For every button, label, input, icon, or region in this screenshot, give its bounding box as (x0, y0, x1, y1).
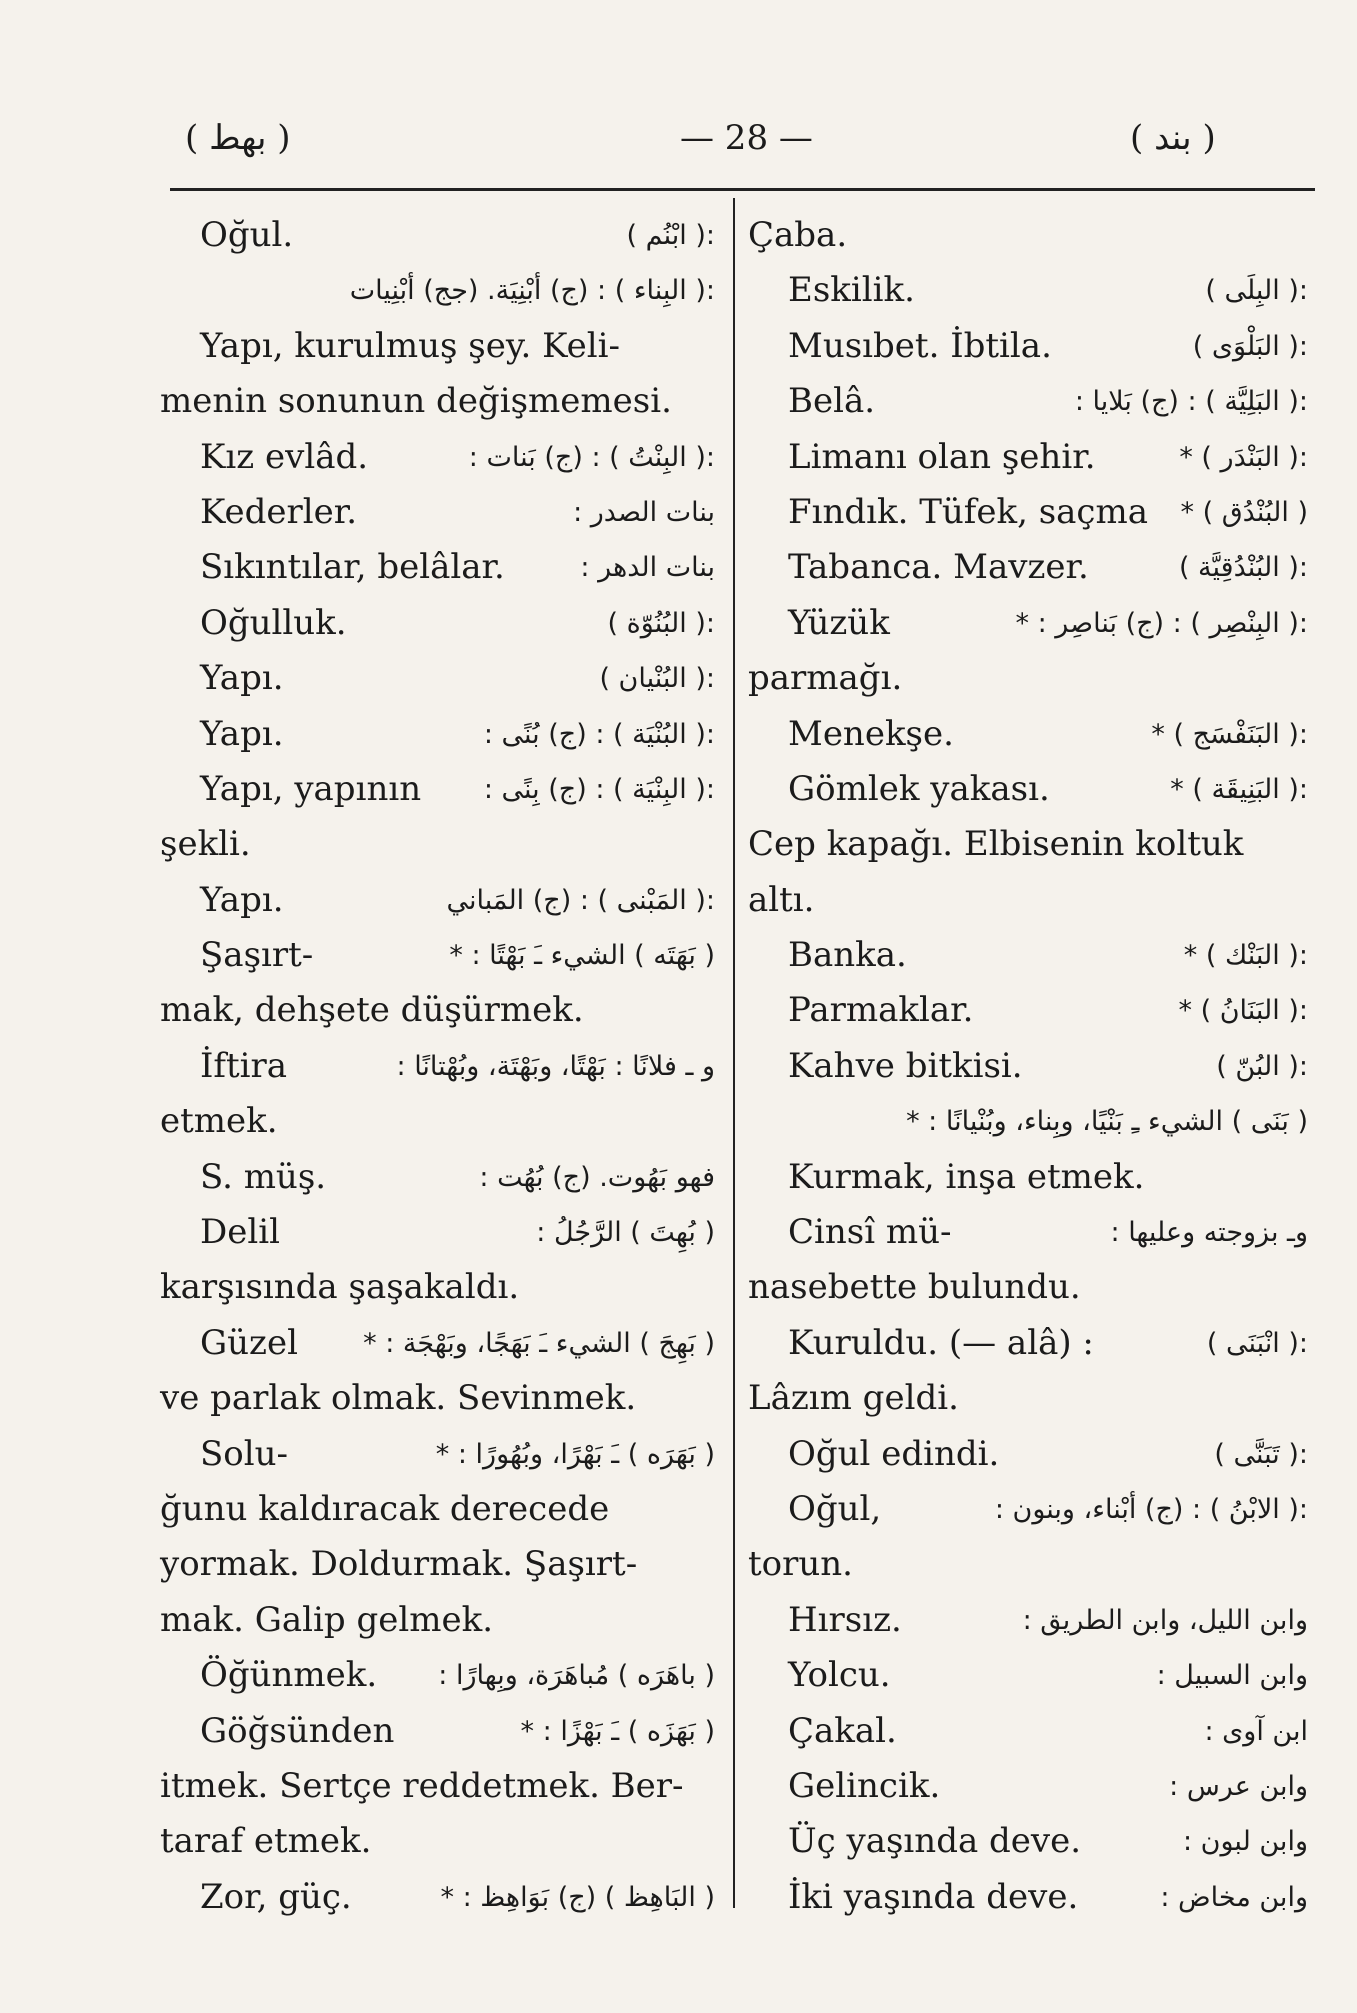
entry-line (160, 1094, 715, 1149)
arabic-headword: :( البِنْيَة ) : (ج) بِنًى : (483, 773, 715, 805)
turkish-definition: Banka. (788, 935, 907, 976)
column-divider (733, 198, 735, 1908)
arabic-headword: :( البِناء ) : (ج) أبْنِيَة. (جج) أبْنِيات (349, 275, 715, 307)
turkish-definition: altı. (748, 879, 815, 920)
entry-line (748, 983, 1308, 1038)
entry-line (160, 651, 715, 706)
turkish-definition: Cinsî mü- (788, 1212, 952, 1253)
entry-line (748, 1759, 1308, 1814)
arabic-headword: :( البُنْيَة ) : (ج) بُنًى : (483, 718, 715, 750)
page-number: — 28 — (680, 118, 813, 158)
arabic-headword: ابن آوى : (1204, 1715, 1308, 1747)
entry-line (748, 540, 1308, 595)
turkish-definition: menin sonunun değişmemesi. (160, 381, 672, 422)
entry-line (160, 762, 715, 817)
right-column (748, 208, 1308, 1925)
entry-line (160, 374, 715, 429)
entry-line (748, 1648, 1308, 1703)
arabic-headword: وابن لبون : (1182, 1826, 1308, 1858)
arabic-headword: :( ابْنُم ) (626, 220, 715, 251)
entry-line (160, 1814, 715, 1869)
entry-line (748, 762, 1308, 817)
entry-line (748, 1704, 1308, 1759)
entry-line (160, 1648, 715, 1703)
turkish-definition: Çaba. (748, 215, 848, 255)
left-column (160, 208, 715, 1925)
turkish-definition: Sıkıntılar, belâlar. (200, 547, 505, 588)
header-rule (170, 188, 1315, 191)
turkish-definition: Öğünmek. (200, 1655, 378, 1696)
turkish-definition: Lâzım geldi. (748, 1378, 959, 1419)
turkish-definition: Yapı. (200, 879, 284, 920)
entry-line (748, 1482, 1308, 1537)
turkish-definition: Oğul edindi. (788, 1433, 1000, 1474)
turkish-definition: Üç yaşında deve. (788, 1821, 1082, 1862)
turkish-definition: S. müş. (200, 1156, 327, 1197)
turkish-definition: Kurmak, inşa etmek. (788, 1156, 1145, 1197)
entry-line (748, 263, 1308, 318)
entry-line (160, 707, 715, 762)
turkish-definition: karşısında şaşakaldı. (160, 1267, 520, 1308)
entry-line (160, 540, 715, 595)
arabic-headword: ( بَهَتَه ) الشيء ـَ بَهْتًا : * (449, 928, 715, 983)
arabic-headword: ( باهَرَه ) مُباهَرَة، وبِهارًا : (438, 1660, 715, 1692)
arabic-headword: :( البِلَى ) (1205, 275, 1308, 307)
turkish-definition: Gelincik. (788, 1765, 941, 1806)
entry-line (160, 928, 715, 983)
entry-line (160, 873, 715, 928)
arabic-headword: بنات الصدر : (573, 496, 715, 528)
entry-line (748, 1150, 1308, 1205)
turkish-definition: torun. (748, 1544, 853, 1585)
turkish-definition: Zor, güç. (200, 1876, 352, 1917)
entry-line (748, 1814, 1308, 1869)
arabic-headword: :( البَنَفْسَج ) * (1151, 707, 1308, 762)
turkish-definition: mak. Galip gelmek. (160, 1599, 494, 1640)
turkish-definition: Cep kapağı. Elbisenin koltuk (748, 824, 1244, 865)
entry-line (748, 1039, 1308, 1094)
turkish-definition: Yapı, kurulmuş şey. Keli- (200, 325, 620, 366)
arabic-headword: :( البَنْك ) * (1184, 928, 1308, 983)
turkish-definition: Oğulluk. (200, 602, 347, 643)
entry-line (160, 1039, 715, 1094)
entry-line (160, 208, 715, 263)
entry-line (160, 430, 715, 485)
entry-line (160, 1870, 715, 1925)
turkish-definition: Eskilik. (788, 270, 915, 311)
arabic-headword: :( البِنْصِر ) : (ج) بَناصِر : * (1016, 596, 1309, 651)
turkish-definition: Kahve bitkisi. (788, 1045, 1023, 1086)
arabic-headword: :( البُنّ ) (1216, 1050, 1308, 1082)
entry-line (160, 1759, 715, 1814)
entry-line (160, 1150, 715, 1205)
turkish-definition: Oğul, (788, 1488, 882, 1529)
turkish-definition: Limanı olan şehir. (788, 436, 1096, 477)
entry-line (160, 1316, 715, 1371)
entry-line (160, 1537, 715, 1592)
header-left-guide-word: ( بهط ) (185, 118, 291, 158)
entry-line (748, 1260, 1308, 1315)
arabic-headword: فهو بَهُوت. (ج) بُهُت : (479, 1161, 715, 1193)
entry-line (748, 596, 1308, 651)
turkish-definition: Gömlek yakası. (788, 768, 1050, 809)
turkish-definition: mak, dehşete düşürmek. (160, 990, 584, 1031)
turkish-definition: Solu- (200, 1433, 289, 1474)
arabic-headword: :( البَلِيَّة ) : (ج) بَلايا : (1074, 386, 1308, 418)
turkish-definition: Yapı. (200, 713, 284, 754)
turkish-definition: ve parlak olmak. Sevinmek. (160, 1378, 637, 1419)
turkish-definition: Delil (200, 1212, 281, 1253)
turkish-definition: Yüzük (788, 602, 890, 643)
entry-line (748, 707, 1308, 762)
turkish-definition: Yapı, yapının (200, 768, 422, 809)
turkish-definition: Tabanca. Mavzer. (788, 547, 1089, 588)
entry-line (748, 928, 1308, 983)
arabic-headword: بنات الدهر : (580, 552, 715, 584)
entry-line (160, 1427, 715, 1482)
entry-line (748, 817, 1308, 872)
arabic-headword: ( بَنَى ) الشيء ـِ بَنْيًا، وبِناء، وبُنْيانًا : * (906, 1094, 1308, 1149)
turkish-definition: Şaşırt- (200, 935, 314, 976)
arabic-headword: :( البَنْدَر ) * (1179, 430, 1308, 485)
entry-line (160, 263, 715, 318)
entry-line (160, 983, 715, 1038)
entry-line (748, 485, 1308, 540)
arabic-headword: ( البَاهِظ ) (ج) بَوَاهِظ : * (441, 1870, 715, 1925)
turkish-definition: Yolcu. (788, 1655, 891, 1696)
turkish-definition: Oğul. (200, 215, 294, 255)
arabic-headword: :( البِنْتُ ) : (ج) بَنات : (468, 441, 715, 473)
arabic-headword: وابن الليل، وابن الطريق : (1022, 1604, 1308, 1636)
turkish-definition: nasebette bulundu. (748, 1267, 1081, 1308)
turkish-definition: etmek. (160, 1101, 278, 1142)
entry-line (160, 817, 715, 872)
entry-line (748, 873, 1308, 928)
turkish-definition: Belâ. (788, 381, 876, 422)
entry-line (160, 319, 715, 374)
turkish-definition: Musıbet. İbtila. (788, 325, 1052, 366)
arabic-headword: وـ بزوجته وعليها : (1110, 1217, 1308, 1249)
turkish-definition: Güzel (200, 1322, 298, 1363)
entry-line (160, 596, 715, 651)
header-right-guide-word: ( بند ) (1130, 118, 1216, 158)
arabic-headword: :( الابْنُ ) : (ج) أبْناء، وبنون : (994, 1493, 1308, 1525)
entry-line (748, 1094, 1308, 1149)
turkish-definition: Kız evlâd. (200, 436, 369, 477)
arabic-headword: و ـ فلانًا : بَهْتًا، وبَهْتَة، وبُهْتانًا : (396, 1050, 715, 1082)
arabic-headword: وابن عرس : (1169, 1770, 1308, 1802)
turkish-definition: ğunu kaldıracak derecede (160, 1488, 610, 1529)
turkish-definition: Çakal. (788, 1710, 897, 1751)
turkish-definition: Parmaklar. (788, 990, 974, 1031)
arabic-headword: :( البُنْيان ) (599, 663, 715, 695)
entry-line (748, 1870, 1308, 1925)
turkish-definition: yormak. Doldurmak. Şaşırt- (160, 1544, 638, 1585)
turkish-definition: Yapı. (200, 658, 284, 699)
entry-line (160, 1593, 715, 1648)
entry-line (160, 485, 715, 540)
arabic-headword: :( البُنْدُقِيَّة ) (1178, 552, 1308, 584)
turkish-definition: şekli. (160, 824, 251, 865)
entry-line (748, 208, 1308, 263)
entry-line (748, 1371, 1308, 1426)
entry-line (160, 1482, 715, 1537)
arabic-headword: :( البَلْوَى ) (1192, 330, 1308, 362)
turkish-definition: Hırsız. (788, 1599, 902, 1640)
turkish-definition: Kuruldu. (— alâ) : (788, 1322, 1094, 1363)
entry-line (748, 1593, 1308, 1648)
entry-line (160, 1371, 715, 1426)
entry-line (160, 1205, 715, 1260)
entry-line (160, 1704, 715, 1759)
arabic-headword: :( البُنُوّة ) (607, 607, 715, 639)
entry-line (748, 430, 1308, 485)
turkish-definition: İki yaşında deve. (788, 1876, 1079, 1917)
entry-line (748, 374, 1308, 429)
turkish-definition: Fındık. Tüfek, saçma (788, 491, 1148, 532)
entry-line (748, 1427, 1308, 1482)
arabic-headword: :( انْبَنَى ) (1206, 1327, 1308, 1359)
arabic-headword: ( بَهَزَه ) ـَ بَهْزًا : * (521, 1704, 715, 1759)
turkish-definition: Göğsünden (200, 1710, 395, 1751)
arabic-headword: ( بَهِجَ ) الشيء ـَ بَهَجًا، وبَهْجَة : * (363, 1316, 715, 1371)
turkish-definition: itmek. Sertçe reddetmek. Ber- (160, 1765, 684, 1806)
arabic-headword: :( تَبَنَّى ) (1214, 1438, 1308, 1470)
turkish-definition: Kederler. (200, 491, 358, 532)
entry-line (748, 1205, 1308, 1260)
arabic-headword: ( بَهَرَه ) ـَ بَهْرًا، وبُهُورًا : * (436, 1427, 715, 1482)
arabic-headword: وابن السبيل : (1156, 1660, 1308, 1692)
arabic-headword: :( البَنِيقَة ) * (1170, 762, 1308, 817)
entry-line (748, 651, 1308, 706)
turkish-definition: İftira (200, 1045, 288, 1086)
arabic-headword: :( البَنَانُ ) * (1178, 983, 1308, 1038)
arabic-headword: وابن مخاض : (1160, 1881, 1308, 1913)
entry-line (748, 319, 1308, 374)
entry-line (160, 1260, 715, 1315)
turkish-definition: Menekşe. (788, 713, 954, 754)
arabic-headword: :( المَبْنى ) : (ج) المَباني (446, 884, 715, 916)
arabic-headword: ( بُهِتَ ) الرَّجُلُ : (536, 1217, 715, 1249)
turkish-definition: parmağı. (748, 658, 903, 699)
entry-line (748, 1316, 1308, 1371)
arabic-headword: ( البُنْدُق ) * (1181, 485, 1308, 540)
entry-line (748, 1537, 1308, 1592)
turkish-definition: taraf etmek. (160, 1821, 372, 1862)
